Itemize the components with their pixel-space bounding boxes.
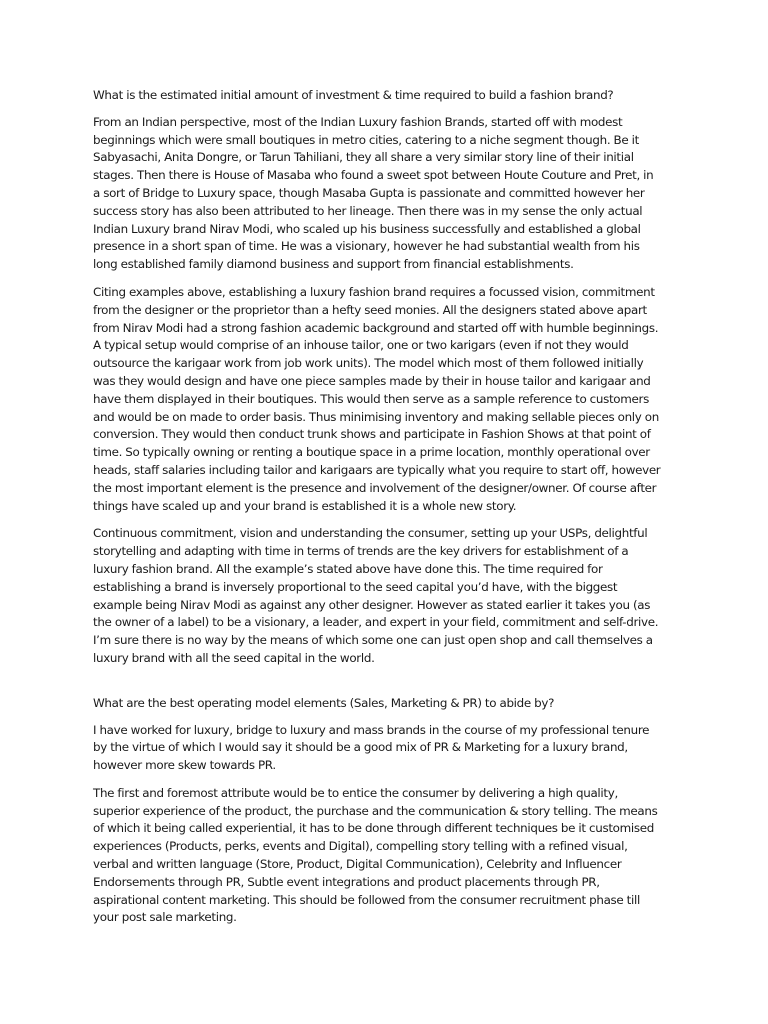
text-line: example being Nirav Modi as against any other designer. However as stated earlier it takes you (as: [93, 597, 651, 612]
text-line: from Nirav Modi had a strong fashion academic background and started off with humble beginnings.: [93, 320, 659, 335]
text-line: The first and foremost attribute would be to entice the consumer by delivering a high quality,: [93, 785, 618, 800]
text-line: Citing examples above, establishing a luxury fashion brand requires a focussed vision, commitment: [93, 284, 655, 299]
document-body: [93, 87, 677, 937]
text-line: From an Indian perspective, most of the Indian Luxury fashion Brands, started off with modest: [93, 114, 623, 129]
section-2-paragraph-1: [93, 722, 677, 775]
section-1-paragraph-3: [93, 525, 677, 667]
text-line: your post sale marketing.: [93, 910, 237, 925]
text-line: I’m sure there is no way by the means of which some one can just open shop and call themselves a: [93, 633, 653, 648]
text-line: from the designer or the proprietor than a hefty seed monies. All the designers stated above apart: [93, 302, 647, 317]
text-line: and would be on made to order basis. Thus minimising inventory and making sellable pieces only on: [93, 409, 659, 424]
text-line: success story has also been attributed to her lineage. Then there was in my sense the only actual: [93, 203, 643, 218]
text-line: of which it being called experiential, it has to be done through different techniques be it customised: [93, 821, 654, 836]
text-line: Continuous commitment, vision and understanding the consumer, setting up your USPs, delightful: [93, 526, 648, 541]
section-1-paragraph-1: [93, 114, 677, 274]
text-line: however more skew towards PR.: [93, 758, 276, 773]
text-line: by the virtue of which I would say it should be a good mix of PR & Marketing for a luxury brand,: [93, 740, 628, 755]
section-2-paragraph-2: [93, 785, 677, 927]
section-spacer: [93, 678, 677, 695]
text-line: conversion. They would then conduct trunk shows and participate in Fashion Shows at that point of: [93, 427, 651, 442]
text-line: establishing a brand is inversely proportional to the seed capital you’d have, with the biggest: [93, 579, 618, 594]
text-line: Endorsements through PR, Subtle event integrations and product placements through PR,: [93, 874, 600, 889]
text-line: stages. Then there is House of Masaba who found a sweet spot between Houte Couture and Pret, in: [93, 168, 654, 183]
text-line: luxury brand with all the seed capital in the world.: [93, 650, 375, 665]
text-line: have them displayed in their boutiques. This would then serve as a sample reference to customers: [93, 391, 649, 406]
section-1-paragraph-2: [93, 284, 677, 515]
text-line: the most important element is the presence and involvement of the designer/owner. Of course after: [93, 480, 657, 495]
text-line: Sabyasachi, Anita Dongre, or Tarun Tahiliani, they all share a very similar story line of their initial: [93, 150, 634, 165]
text-line: outsource the karigaar work from job work units). The model which most of them followed initially: [93, 356, 644, 371]
text-line: presence in a short span of time. He was a visionary, however he had substantial wealth from his: [93, 239, 640, 254]
text-line: time. So typically owning or renting a boutique space in a prime location, monthly operational over: [93, 445, 650, 460]
text-line: experiences (Products, perks, events and Digital), compelling story telling with a refined visual,: [93, 839, 628, 854]
text-line: things have scaled up and your brand is established it is a whole new story.: [93, 498, 517, 513]
text-line: beginnings which were small boutiques in metro cities, catering to a niche segment though. Be it: [93, 132, 639, 147]
section-1-question: What is the estimated initial amount of investment & time required to build a fashion brand?: [93, 88, 614, 102]
text-line: Indian Luxury brand Nirav Modi, who scaled up his business successfully and established a global: [93, 221, 641, 236]
section-2-question: What are the best operating model elements (Sales, Marketing & PR) to abide by?: [93, 695, 555, 710]
text-line: luxury fashion brand. All the example’s stated above have done this. The time required for: [93, 561, 603, 576]
text-line: A typical setup would comprise of an inhouse tailor, one or two karigars (even if not they would: [93, 338, 629, 353]
text-line: I have worked for luxury, bridge to luxury and mass brands in the course of my professional tenure: [93, 722, 650, 737]
text-line: storytelling and adapting with time in terms of trends are the key drivers for establishment of a: [93, 544, 629, 559]
text-line: heads, staff salaries including tailor and karigaars are typically what you require to start off, however: [93, 462, 661, 477]
text-line: the owner of a label) to be a visionary, a leader, and expert in your field, commitment and self-drive.: [93, 615, 659, 630]
text-line: was they would design and have one piece samples made by their in house tailor and karigaar and: [93, 373, 651, 388]
text-line: superior experience of the product, the purchase and the communication & story telling. The means: [93, 803, 658, 818]
text-line: long established family diamond business and support from financial establishments.: [93, 257, 574, 272]
text-line: aspirational content marketing. This should be followed from the consumer recruitment phase till: [93, 892, 640, 907]
text-line: verbal and written language (Store, Product, Digital Communication), Celebrity and Influencer: [93, 857, 622, 872]
text-line: a sort of Bridge to Luxury space, though Masaba Gupta is passionate and committed however her: [93, 185, 645, 200]
